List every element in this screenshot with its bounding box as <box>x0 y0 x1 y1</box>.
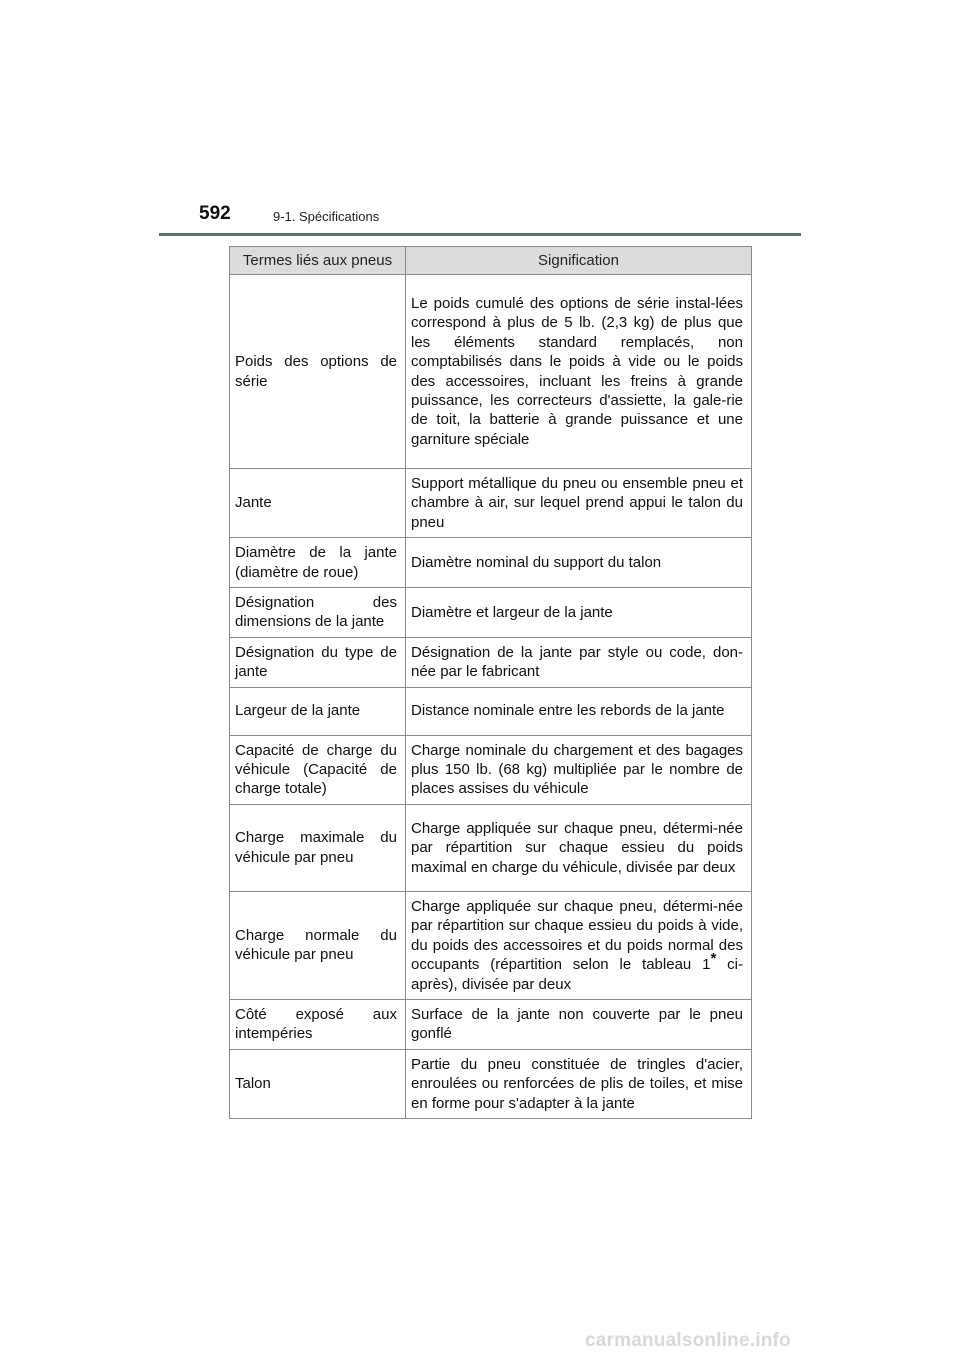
term-cell: Charge normale du véhicule par pneu <box>230 891 406 999</box>
term-cell: Talon <box>230 1049 406 1118</box>
table-row <box>230 469 752 538</box>
meaning-cell: Charge appliquée sur chaque pneu, détermi-née par répartition sur chaque essieu du poids maximal en charge du véhicule, divisée par deux <box>406 804 752 891</box>
watermark-logo: carmanualsonline.info <box>585 1330 791 1351</box>
term-cell: Désignation du type de jante <box>230 637 406 687</box>
meaning-cell: Diamètre nominal du support du talon <box>406 538 752 588</box>
table-row <box>230 588 752 638</box>
meaning-cell: Charge nominale du chargement et des bagages plus 150 lb. (68 kg) multipliée par le nombre de places assises du véhicule <box>406 735 752 804</box>
meaning-cell: Désignation de la jante par style ou code, don-née par le fabricant <box>406 637 752 687</box>
table-row <box>230 637 752 687</box>
header-meaning: Signification <box>406 247 752 275</box>
table-row <box>230 999 752 1049</box>
table-row <box>230 891 752 999</box>
term-cell: Poids des options de série <box>230 275 406 469</box>
meaning-cell: Diamètre et largeur de la jante <box>406 588 752 638</box>
meaning-cell <box>406 891 752 999</box>
term-cell: Capacité de charge du véhicule (Capacité de charge totale) <box>230 735 406 804</box>
tire-terms-table <box>229 246 752 1119</box>
header-terms: Termes liés aux pneus <box>230 247 406 275</box>
meaning-cell: Partie du pneu constituée de tringles d'acier, enroulées ou renforcées de plis de toiles, et mise en forme pour s'adapter à la jante <box>406 1049 752 1118</box>
meaning-text: ci-après), divisée par deux <box>411 956 743 993</box>
meaning-cell: Le poids cumulé des options de série instal-lées correspond à plus de 5 lb. (2,3 kg) de plus que les éléments standard remplacés, non comptabilisés dans le poids à vide ou le poids des accessoires, incluant les freins à grande puissance, les correcteurs d'assiette, la gale-rie de toit, la batterie à grande puissance et une garniture spéciale <box>406 275 752 469</box>
term-cell: Diamètre de la jante (diamètre de roue) <box>230 538 406 588</box>
meaning-text: Charge appliquée sur chaque pneu, détermi-née par répartition sur chaque essieu du poids à vide, du poids des accessoires et du poids normal des occupants (répartition selon le tableau 1 <box>411 897 743 974</box>
section-title: 9-1. Spécifications <box>273 209 380 224</box>
footnote-asterisk: * <box>710 950 717 968</box>
table-row <box>230 687 752 735</box>
page-number: 592 <box>199 203 231 224</box>
table-row <box>230 1049 752 1118</box>
term-cell: Charge maximale du véhicule par pneu <box>230 804 406 891</box>
term-cell: Désignation des dimensions de la jante <box>230 588 406 638</box>
meaning-cell: Distance nominale entre les rebords de la jante <box>406 687 752 735</box>
meaning-cell: Support métallique du pneu ou ensemble pneu et chambre à air, sur lequel prend appui le talon du pneu <box>406 469 752 538</box>
term-cell: Jante <box>230 469 406 538</box>
table-row <box>230 275 752 469</box>
meaning-cell: Surface de la jante non couverte par le pneu gonflé <box>406 999 752 1049</box>
table-header-row <box>230 247 752 275</box>
table-row <box>230 538 752 588</box>
table-row <box>230 735 752 804</box>
header-rule <box>159 233 801 236</box>
term-cell: Côté exposé aux intempéries <box>230 999 406 1049</box>
table-row <box>230 804 752 891</box>
term-cell: Largeur de la jante <box>230 687 406 735</box>
